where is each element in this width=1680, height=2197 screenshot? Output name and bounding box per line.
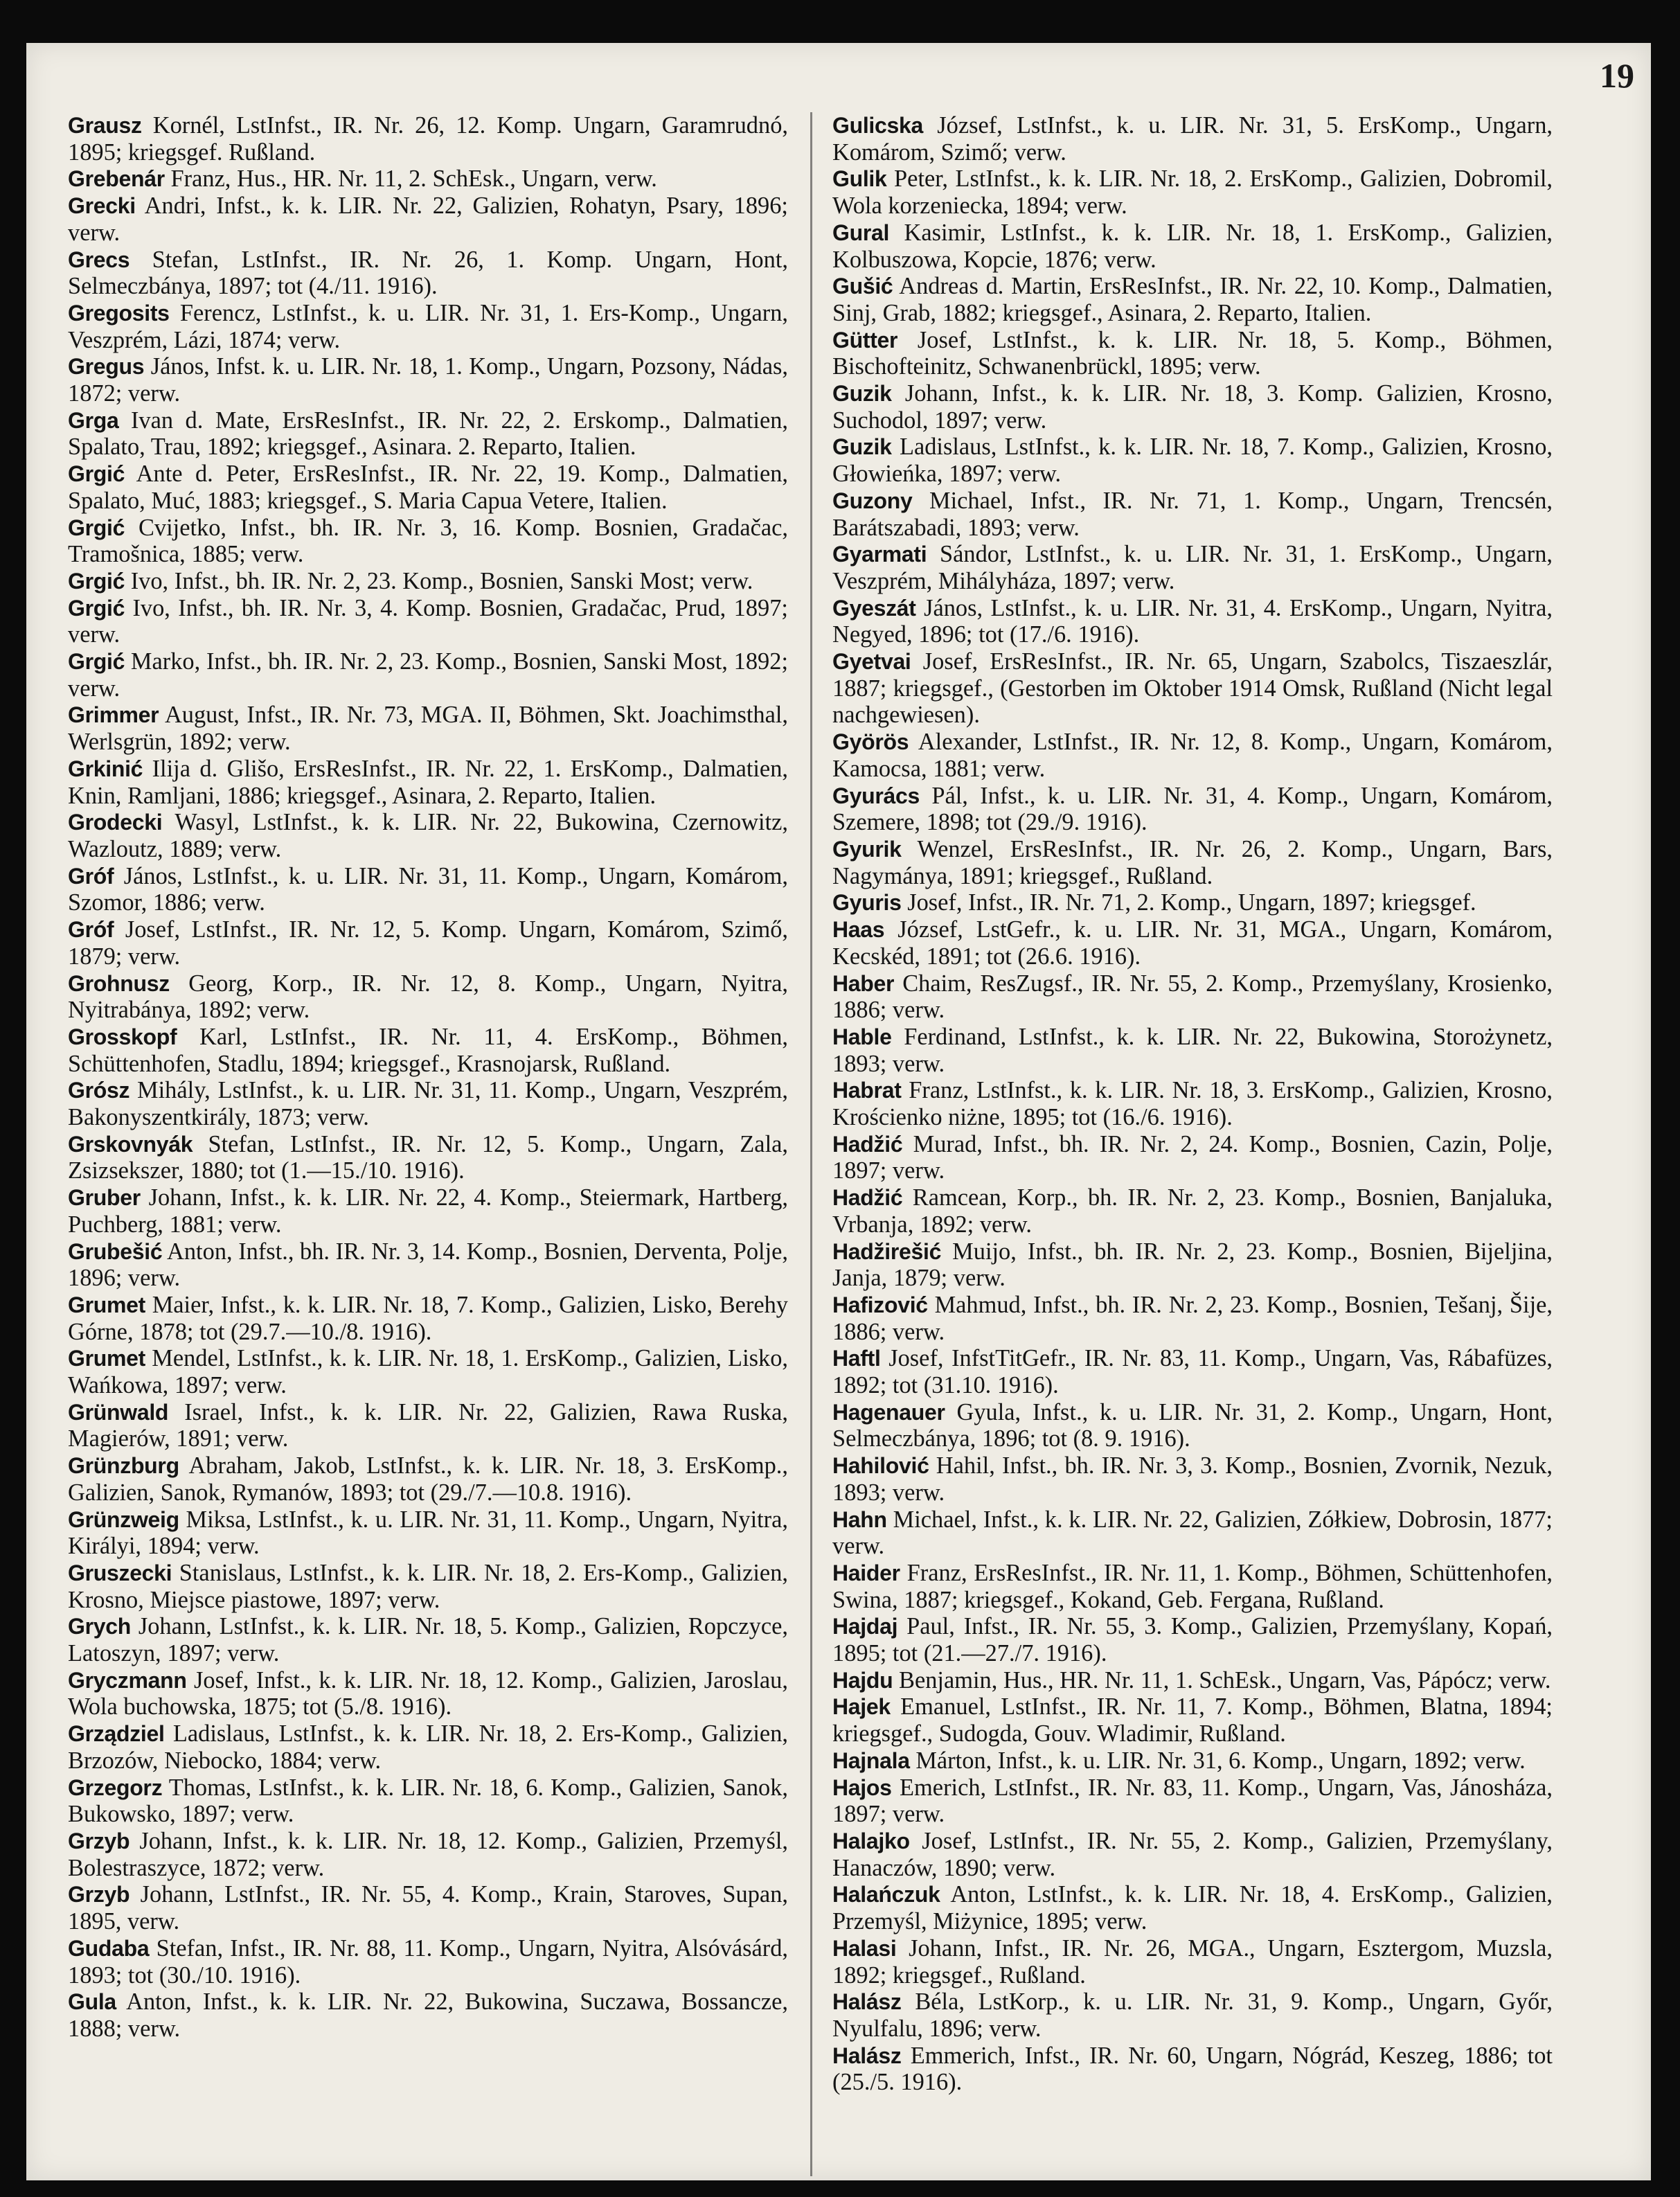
entry-details: József, LstGefr., k. u. LIR. Nr. 31, MGA., Ungarn, Komárom, Kecskéd, 1891; tot (26.6. 1916). [832, 916, 1553, 970]
entry [68, 916, 788, 970]
entry-surname: Halász [832, 2043, 902, 2068]
entry-details: August, Infst., IR. Nr. 73, MGA. II, Böhmen, Skt. Joachimsthal, Werlsgrün, 1892; verw. [68, 702, 789, 756]
entry-surname: Hadžirešić [832, 1238, 942, 1264]
entry [832, 1560, 1553, 1613]
entry-details: Karl, LstInfst., IR. Nr. 11, 4. ErsKomp., Böhmen, Schüttenhofen, Stadlu, 1894; kriegsgef., Krasnojarsk, Rußland. [68, 1023, 788, 1077]
entry-details: Anton, Infst., k. k. LIR. Nr. 22, Bukowina, Suczawa, Bossancze, 1888; verw. [68, 1989, 789, 2042]
entry-details: Sándor, LstInfst., k. u. LIR. Nr. 31, 1. ErsKomp., Ungarn, Veszprém, Mihályháza, 1897; verw. [832, 541, 1553, 594]
entry-surname: Gregus [68, 354, 145, 380]
entry-surname: Grünzweig [68, 1506, 179, 1532]
entry [68, 1720, 788, 1774]
entry-surname: Grünwald [68, 1399, 169, 1425]
entry-details: Johann, LstInfst., k. k. LIR. Nr. 18, 5. Komp., Galizien, Ropczyce, Latoszyn, 1897; verw. [68, 1613, 788, 1667]
entry-details: Michael, Infst., k. k. LIR. Nr. 22, Galizien, Zółkiew, Dobrosin, 1877; verw. [832, 1506, 1553, 1560]
entry [832, 327, 1553, 380]
entry-surname: Hafizović [832, 1292, 928, 1317]
entry-details: Maier, Infst., k. k. LIR. Nr. 18, 7. Komp., Galizien, Lisko, Berehy Górne, 1878; tot (29.7.—10./8. 1916). [68, 1291, 788, 1345]
entry [68, 247, 788, 300]
entry-details: Israel, Infst., k. k. LIR. Nr. 22, Galizien, Rawa Ruska, Magierów, 1891; verw. [68, 1398, 788, 1452]
entry [68, 300, 788, 353]
entry-surname: Grga [68, 407, 119, 433]
entry [68, 461, 788, 514]
entry [832, 1292, 1553, 1345]
entry-surname: Gudaba [68, 1935, 150, 1961]
entry [832, 2043, 1553, 2096]
entry-details: Ferdinand, LstInfst., k. k. LIR. Nr. 22, Bukowina, Storożynetz, 1893; verw. [832, 1023, 1553, 1077]
entry-surname: Gyarmati [832, 542, 927, 567]
entry-details: Mihály, LstInfst., k. u. LIR. Nr. 31, 11. Komp., Ungarn, Veszprém, Bakonyszentkirály, 1873; verw. [68, 1077, 788, 1131]
entry-details: Emanuel, LstInfst., IR. Nr. 11, 7. Komp., Böhmen, Blatna, 1894; kriegsgef., Sudogda, Gouv. Wladimir, Rußland. [832, 1693, 1553, 1747]
entry-surname: Gróf [68, 863, 114, 889]
entry-details: Andreas d. Martin, ErsResInfst., IR. Nr. 22, 10. Komp., Dalmatien, Sinj, Grab, 1882; kriegsgef., Asinara, 2. Reparto, Italien. [832, 273, 1553, 326]
entry-details: Marko, Infst., bh. IR. Nr. 2, 23. Komp., Bosnien, Sanski Most, 1892; verw. [68, 648, 788, 702]
entry-surname: Gušić [832, 274, 893, 299]
entry [68, 702, 788, 755]
entry-surname: Hadžić [832, 1185, 903, 1211]
entry [832, 1399, 1553, 1452]
entry [68, 1775, 788, 1828]
entry-details: Kornél, LstInfst., IR. Nr. 26, 12. Komp. Ungarn, Garamrudnó, 1895; kriegsgef. Rußland. [68, 112, 788, 166]
entry-surname: Gyeszát [832, 595, 916, 621]
entry [68, 1345, 788, 1398]
entry-details: Josef, InfstTitGefr., IR. Nr. 83, 11. Komp., Ungarn, Vas, Rábafüzes, 1892; tot (31.10. 1916). [832, 1345, 1553, 1399]
entry-details: János, LstInfst., k. u. LIR. Nr. 31, 4. ErsKomp., Ungarn, Nyitra, Negyed, 1896; tot (17./6. 1916). [832, 594, 1553, 648]
entry-details: Murad, Infst., bh. IR. Nr. 2, 24. Komp., Bosnien, Cazin, Polje, 1897; verw. [832, 1130, 1553, 1184]
entry [832, 488, 1553, 541]
entry-details: Paul, Infst., IR. Nr. 55, 3. Komp., Galizien, Przemyślany, Kopań, 1895; tot (21.—27./7. 1916). [832, 1613, 1553, 1667]
entry-surname: Gruber [68, 1185, 141, 1211]
entry-details: Kasimir, LstInfst., k. k. LIR. Nr. 18, 1. ErsKomp., Galizien, Kolbuszowa, Kopcie, 1876; verw. [832, 219, 1553, 273]
entry-details: János, Infst. k. u. LIR. Nr. 18, 1. Komp., Ungarn, Pozsony, Nádas, 1872; verw. [68, 353, 788, 407]
entry-surname: Halajko [832, 1829, 910, 1853]
entry-details: Benjamin, Hus., HR. Nr. 11, 1. SchEsk., Ungarn, Vas, Pápócz; verw. [899, 1666, 1551, 1693]
right-column [832, 112, 1553, 2096]
entry [68, 1881, 788, 1934]
entry-surname: Gregosits [68, 300, 170, 326]
entry [68, 1292, 788, 1345]
entry-details: Josef, Infst., IR. Nr. 71, 2. Komp., Ungarn, 1897; kriegsgef. [907, 889, 1476, 916]
entry-surname: Grodecki [68, 810, 163, 835]
entry-details: Stefan, LstInfst., IR. Nr. 26, 1. Komp. Ungarn, Hont, Selmeczbánya, 1897; tot (4./11. 1916). [68, 246, 788, 300]
entry-details: Ladislaus, LstInfst., k. k. LIR. Nr. 18, 7. Komp., Galizien, Krosno, Głowieńka, 1897; verw. [832, 434, 1553, 488]
entry-details: Anton, LstInfst., k. k. LIR. Nr. 18, 4. ErsKomp., Galizien, Przemyśl, Miżynice, 1895; verw. [832, 1881, 1553, 1935]
entry-details: Mahmud, Infst., bh. IR. Nr. 2, 23. Komp., Bosnien, Tešanj, Šije, 1886; verw. [832, 1291, 1553, 1345]
entry-surname: Grgić [68, 595, 125, 621]
entry-surname: Hadžić [832, 1131, 903, 1157]
entry [832, 1775, 1553, 1828]
entry [832, 889, 1553, 916]
entry [832, 434, 1553, 487]
entry [832, 1989, 1553, 2042]
entry [832, 1747, 1553, 1775]
entry [832, 112, 1553, 166]
entry [832, 1828, 1553, 1881]
entry-details: Hahil, Infst., bh. IR. Nr. 3, 3. Komp., Bosnien, Zvornik, Nezuk, 1893; verw. [832, 1452, 1553, 1506]
entry-details: Johann, Infst., k. k. LIR. Nr. 18, 12. Komp., Galizien, Przemyśl, Bolestraszyce, 1872; verw. [68, 1828, 788, 1881]
entry-details: Emmerich, Infst., IR. Nr. 60, Ungarn, Nógrád, Keszeg, 1886; tot (25./5. 1916). [832, 2042, 1553, 2096]
entry [68, 1024, 788, 1077]
entry-details: Josef, LstInfst., IR. Nr. 55, 2. Komp., Galizien, Przemyślany, Hanaczów, 1890; verw. [832, 1828, 1553, 1881]
entry-details: Ivo, Infst., bh. IR. Nr. 2, 23. Komp., Bosnien, Sanski Most; verw. [130, 567, 753, 594]
entry [68, 568, 788, 595]
entry-surname: Hajos [832, 1775, 892, 1800]
entry-details: Josef, LstInfst., k. k. LIR. Nr. 18, 5. Komp., Böhmen, Bischofteinitz, Schwanenbrückl, 1895; verw. [832, 326, 1553, 380]
entry-surname: Hajdu [832, 1667, 893, 1693]
entry-surname: Guzony [832, 488, 913, 513]
entry [832, 1506, 1553, 1560]
entry [832, 1693, 1553, 1747]
entry-surname: Hajdaj [832, 1614, 898, 1639]
entry [68, 863, 788, 916]
entry-surname: Grzegorz [68, 1775, 163, 1800]
entry-details: Franz, LstInfst., k. k. LIR. Nr. 18, 3. ErsKomp., Galizien, Krosno, Krościenko niżne, 1895; tot (16./6. 1916). [832, 1077, 1553, 1131]
entry-details: Pál, Infst., k. u. LIR. Nr. 31, 4. Komp., Ungarn, Komárom, Szemere, 1898; tot (29./9. 1916). [832, 782, 1553, 836]
entry-details: József, LstInfst., k. u. LIR. Nr. 31, 5. ErsKomp., Ungarn, Komárom, Szimő; verw. [832, 112, 1553, 166]
entry-surname: Grskovnyák [68, 1131, 193, 1157]
entry-surname: Grumet [68, 1292, 145, 1317]
entry-surname: Gyuris [832, 890, 902, 916]
entry [832, 1238, 1553, 1292]
entry [832, 1077, 1553, 1130]
entry-details: Emerich, LstInfst., IR. Nr. 83, 11. Komp., Ungarn, Vas, Jánosháza, 1897; verw. [832, 1774, 1553, 1828]
entry-details: János, LstInfst., k. u. LIR. Nr. 31, 11. Komp., Ungarn, Komárom, Szomor, 1886; verw. [68, 862, 788, 916]
entry-surname: Grgić [68, 649, 125, 675]
entry [68, 595, 788, 648]
entry-surname: Hahn [832, 1506, 887, 1532]
entry [832, 1881, 1553, 1934]
entry [832, 1935, 1553, 1989]
entry [832, 836, 1553, 889]
entry-details: Josef, LstInfst., IR. Nr. 12, 5. Komp. Ungarn, Komárom, Szimő, 1879; verw. [68, 916, 788, 970]
entry-details: Peter, LstInfst., k. k. LIR. Nr. 18, 2. ErsKomp., Galizien, Dobromil, Wola korzeniecka, 1894; verw. [832, 166, 1553, 220]
entry [832, 1184, 1553, 1238]
entry-surname: Gütter [832, 327, 898, 353]
entry-details: Thomas, LstInfst., k. k. LIR. Nr. 18, 6. Komp., Galizien, Sanok, Bukowsko, 1897; verw. [68, 1774, 788, 1828]
entry-surname: Hable [832, 1024, 892, 1049]
entry [832, 783, 1553, 836]
entry-surname: Grausz [68, 113, 142, 138]
entry [68, 1077, 788, 1130]
entry-details: Georg, Korp., IR. Nr. 12, 8. Komp., Ungarn, Nyitra, Nyitrabánya, 1892; verw. [68, 970, 788, 1024]
entry [68, 648, 788, 702]
entry [832, 595, 1553, 648]
entry-details: Mendel, LstInfst., k. k. LIR. Nr. 18, 1. ErsKomp., Galizien, Lisko, Wańkowa, 1897; verw. [68, 1345, 788, 1399]
entry-surname: Haider [832, 1560, 900, 1585]
entry-details: Ferencz, LstInfst., k. u. LIR. Nr. 31, 1. Ers-Komp., Ungarn, Veszprém, Lázi, 1874; verw. [68, 299, 788, 353]
entry-surname: Hajek [832, 1694, 891, 1720]
entry [832, 380, 1553, 434]
entry [68, 193, 788, 246]
entry [832, 1345, 1553, 1398]
entry-surname: Halańczuk [832, 1882, 940, 1907]
entry-surname: Guzik [832, 381, 892, 407]
entry [68, 1560, 788, 1613]
entry-details: Ante d. Peter, ErsResInfst., IR. Nr. 22, 19. Komp., Dalmatien, Spalato, Muć, 1883; kriegsgef., S. Maria Capua Vetere, Italien. [68, 461, 789, 514]
entry-surname: Grohnusz [68, 970, 170, 996]
entry [68, 1238, 788, 1292]
page-number: 19 [1600, 56, 1634, 95]
entry-details: Anton, Infst., bh. IR. Nr. 3, 14. Komp., Bosnien, Derventa, Polje, 1896; verw. [68, 1238, 788, 1292]
entry-surname: Grządziel [68, 1721, 165, 1747]
entry [68, 1667, 788, 1720]
entry [68, 1452, 788, 1506]
entry-surname: Grgić [68, 461, 125, 487]
entry-surname: Grünzburg [68, 1453, 179, 1479]
entry-surname: Gyurik [832, 836, 902, 862]
entry-details: Josef, Infst., k. k. LIR. Nr. 18, 12. Komp., Galizien, Jaroslau, Wola buchowska, 1875; tot (5./8. 1916). [68, 1666, 788, 1720]
entry-surname: Haftl [832, 1346, 881, 1371]
entry-surname: Grimmer [68, 702, 159, 728]
entry [68, 1935, 788, 1989]
entry-details: Andri, Infst., k. k. LIR. Nr. 22, Galizien, Rohatyn, Psary, 1896; verw. [68, 193, 788, 246]
entry-details: Wasyl, LstInfst., k. k. LIR. Nr. 22, Bukowina, Czernowitz, Wazloutz, 1889; verw. [68, 809, 788, 862]
entry-surname: Grych [68, 1614, 131, 1639]
left-column [68, 112, 788, 2043]
entry-surname: Hajnala [832, 1747, 910, 1773]
entry-surname: Grzyb [68, 1829, 130, 1853]
entry-details: Ilija d. Glišo, ErsResInfst., IR. Nr. 22, 1. ErsKomp., Dalmatien, Knin, Ramljani, 1886; kriegsgef., Asinara, 2. Reparto, Italien. [68, 755, 788, 809]
entry-surname: Gyurács [832, 783, 920, 808]
entry-details: Michael, Infst., IR. Nr. 71, 1. Komp., Ungarn, Trencsén, Barátszabadi, 1893; verw. [832, 487, 1553, 541]
entry-details: Franz, Hus., HR. Nr. 11, 2. SchEsk., Ungarn, verw. [170, 166, 657, 193]
entry [68, 407, 788, 461]
entry [832, 1024, 1553, 1077]
entry-details: Stefan, LstInfst., IR. Nr. 12, 5. Komp., Ungarn, Zala, Zsizsekszer, 1880; tot (1.—15./10. 1916). [68, 1130, 788, 1184]
entry-surname: Gulicska [832, 113, 924, 138]
entry-details: Ladislaus, LstInfst., k. k. LIR. Nr. 18, 2. Ers-Komp., Galizien, Brzozów, Niebocko, 1884; verw. [68, 1720, 788, 1774]
entry-surname: Grósz [68, 1078, 130, 1103]
entry-details: Josef, ErsResInfst., IR. Nr. 65, Ungarn, Szabolcs, Tiszaeszlár, 1887; kriegsgef., (Gestorben im Oktober 1914 Omsk, Rußland (Nicht legal nachgewiesen). [832, 648, 1553, 729]
entry-surname: Habrat [832, 1078, 902, 1103]
entry [68, 1184, 788, 1238]
entry-surname: Grkinić [68, 756, 143, 781]
entry [832, 729, 1553, 782]
entry-details: Ivo, Infst., bh. IR. Nr. 3, 4. Komp. Bosnien, Gradačac, Prud, 1897; verw. [68, 594, 788, 648]
entry-surname: Gyetvai [832, 649, 911, 675]
entry-details: Johann, Infst., k. k. LIR. Nr. 22, 4. Komp., Steiermark, Hartberg, Puchberg, 1881; verw. [68, 1184, 788, 1238]
entry-surname: Hahilović [832, 1453, 929, 1479]
entry-details: Miksa, LstInfst., k. u. LIR. Nr. 31, 11. Komp., Ungarn, Nyitra, Királyi, 1894; verw. [68, 1506, 788, 1560]
entry-details: Wenzel, ErsResInfst., IR. Nr. 26, 2. Komp., Ungarn, Bars, Nagymánya, 1891; kriegsgef., Rußland. [832, 835, 1553, 889]
entry-details: Stefan, Infst., IR. Nr. 88, 11. Komp., Ungarn, Nyitra, Alsóvásárd, 1893; tot (30./10. 1916). [68, 1934, 789, 1989]
entry [68, 1506, 788, 1560]
entry-details: Gyula, Infst., k. u. LIR. Nr. 31, 2. Komp., Ungarn, Hont, Selmeczbánya, 1896; tot (8. 9. 1916). [832, 1398, 1553, 1452]
entry [832, 970, 1553, 1024]
entry [68, 515, 788, 568]
entry [68, 970, 788, 1024]
entry-details: Cvijetko, Infst., bh. IR. Nr. 3, 16. Komp. Bosnien, Gradačac, Tramošnica, 1885; verw. [68, 514, 788, 568]
entry-surname: Grumet [68, 1346, 145, 1371]
entry-details: Johann, Infst., k. k. LIR. Nr. 18, 3. Komp. Galizien, Krosno, Suchodol, 1897; verw. [832, 380, 1553, 434]
entry-surname: Halasi [832, 1935, 897, 1961]
entry [68, 1989, 788, 2042]
entry-surname: Gula [68, 1989, 116, 2015]
entry [832, 166, 1553, 219]
entry-details: Johann, Infst., IR. Nr. 26, MGA., Ungarn, Esztergom, Muzsla, 1892; kriegsgef., Rußland. [832, 1934, 1553, 1989]
entry-details: Johann, LstInfst., IR. Nr. 55, 4. Komp., Krain, Staroves, Supan, 1895, verw. [68, 1881, 788, 1935]
entry [68, 756, 788, 809]
column-divider [810, 112, 812, 2176]
entry-surname: Halász [832, 1989, 902, 2015]
entry [68, 112, 788, 166]
entry-surname: Györös [832, 729, 909, 755]
entry-surname: Gural [832, 220, 890, 245]
entry-surname: Grebenár [68, 166, 165, 192]
entry [832, 1613, 1553, 1666]
entry-surname: Grgić [68, 515, 125, 540]
entry-surname: Grgić [68, 568, 125, 594]
entry [832, 648, 1553, 729]
entry-surname: Guzik [832, 434, 892, 460]
entry-surname: Gruszecki [68, 1560, 172, 1585]
document-page [26, 43, 1651, 2180]
entry-surname: Grecki [68, 193, 136, 219]
entry [68, 1131, 788, 1184]
entry [832, 1667, 1553, 1694]
entry-details: Chaim, ResZugsf., IR. Nr. 55, 2. Komp., Przemyślany, Krosienko, 1886; verw. [832, 970, 1553, 1024]
entry [832, 273, 1553, 326]
entry-surname: Gryczmann [68, 1667, 187, 1693]
entry [68, 353, 788, 407]
entry-surname: Grzyb [68, 1882, 130, 1907]
entry [68, 166, 788, 193]
entry [68, 1613, 788, 1666]
entry [832, 541, 1553, 594]
entry-details: Ivan d. Mate, ErsResInfst., IR. Nr. 22, 2. Erskomp., Dalmatien, Spalato, Trau, 1892; kriegsgef., Asinara. 2. Reparto, Italien. [68, 407, 789, 461]
entry [832, 1131, 1553, 1184]
entry-surname: Gróf [68, 917, 114, 943]
entry-details: Márton, Infst., k. u. LIR. Nr. 31, 6. Komp., Ungarn, 1892; verw. [915, 1747, 1526, 1774]
entry-details: Muijo, Infst., bh. IR. Nr. 2, 23. Komp., Bosnien, Bijeljina, Janja, 1879; verw. [832, 1238, 1553, 1292]
entry-details: Alexander, LstInfst., IR. Nr. 12, 8. Komp., Ungarn, Komárom, Kamocsa, 1881; verw. [832, 729, 1553, 782]
entry-details: Béla, LstKorp., k. u. LIR. Nr. 31, 9. Komp., Ungarn, Győr, Nyulfalu, 1896; verw. [832, 1989, 1553, 2042]
entry [68, 1828, 788, 1881]
entry-surname: Grubešić [68, 1238, 163, 1264]
entry [68, 809, 788, 862]
entry-surname: Gulik [832, 166, 887, 192]
entry-surname: Hagenauer [832, 1399, 945, 1425]
entry-details: Ramcean, Korp., bh. IR. Nr. 2, 23. Komp., Bosnien, Banjaluka, Vrbanja, 1892; verw. [832, 1184, 1553, 1238]
entry-surname: Haber [832, 970, 895, 996]
entry-details: Franz, ErsResInfst., IR. Nr. 11, 1. Komp., Böhmen, Schüttenhofen, Swina, 1887; kriegsgef., Kokand, Geb. Fergana, Rußland. [832, 1559, 1553, 1613]
entry [832, 916, 1553, 970]
entry-details: Stanislaus, LstInfst., k. k. LIR. Nr. 18, 2. Ers-Komp., Galizien, Krosno, Miejsce piastowe, 1897; verw. [68, 1559, 788, 1613]
entry-surname: Grosskopf [68, 1024, 177, 1049]
entry-surname: Haas [832, 917, 885, 943]
entry [832, 1452, 1553, 1506]
entry-details: Abraham, Jakob, LstInfst., k. k. LIR. Nr. 18, 3. ErsKomp., Galizien, Sanok, Rymanów, 1893; tot (29./7.—10.8. 1916). [68, 1452, 789, 1506]
entry-surname: Grecs [68, 247, 130, 272]
entry [68, 1399, 788, 1452]
entry [832, 220, 1553, 273]
